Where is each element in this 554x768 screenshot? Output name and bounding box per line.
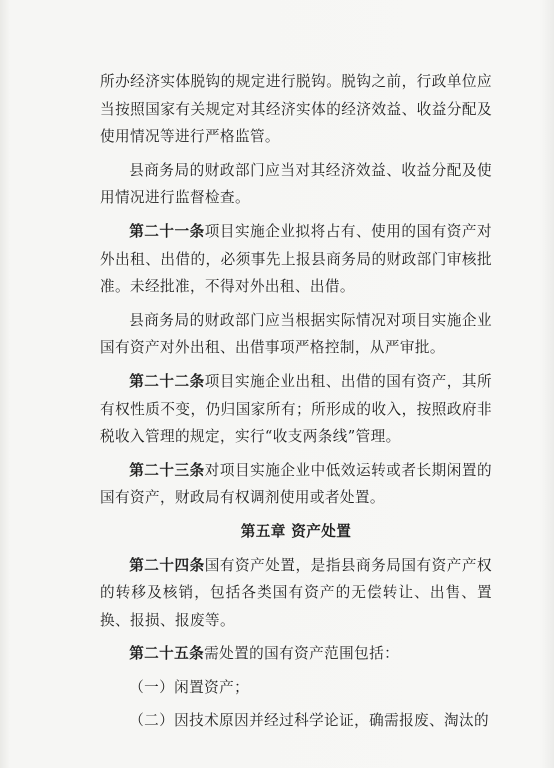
paragraph [100,68,492,151]
article-25 [100,640,492,668]
article-text: 项目实施企业出租、出借的国有资产，其所有权性质不变，仍归国家所有；所形成的收入，按照政府非税收入管理的规定，实行“收支两条线”管理。 [100,372,492,446]
article-21 [100,218,492,301]
article-text: 对项目实施企业中低效运转或者长期闲置的国有资产，财政局有权调剂使用或者处置。 [100,461,492,507]
list-item: （二）因技术原因并经过科学论证，确需报废、淘汰的 [129,712,490,730]
article-number: 第二十一条 [129,222,205,240]
article-23 [100,457,492,512]
article-number: 第二十二条 [129,372,205,390]
article-text: 项目实施企业拟将占有、使用的国有资产对外出租、出借的，必须事先上报县商务局的财政部门审核批准。未经批准，不得对外出租、出借。 [100,222,492,296]
list-item: （一）闲置资产； [129,678,250,696]
paragraph [100,157,492,212]
paragraph-text: 县商务局的财政部门应当对其经济效益、收益分配及使用情况进行监督检查。 [100,161,492,207]
chapter-title: 第五章 资产处置 [240,522,352,540]
article-number: 第二十三条 [129,461,205,479]
article-number: 第二十四条 [129,556,205,574]
article-text: 国有资产处置，是指县商务局国有资产产权的转移及核销，包括各类国有资产的无偿转让、出售、置换、报损、报废等。 [100,556,492,629]
article-24 [100,552,492,635]
paragraph [100,307,492,362]
paragraph-text: 所办经济实体脱钩的规定进行脱钩。脱钩之前，行政单位应当按照国家有关规定对其经济实体的经济效益、收益分配及使用情况等进行严格监管。 [100,73,492,146]
paragraph-text: 县商务局的财政部门应当根据实际情况对项目实施企业国有资产对外出租、出借事项严格控制，从严审批。 [100,311,492,357]
article-number: 第二十五条 [129,645,205,663]
article-text: 需处置的国有资产范围包括： [204,645,400,663]
article-22 [100,368,492,451]
document-body [100,68,492,741]
